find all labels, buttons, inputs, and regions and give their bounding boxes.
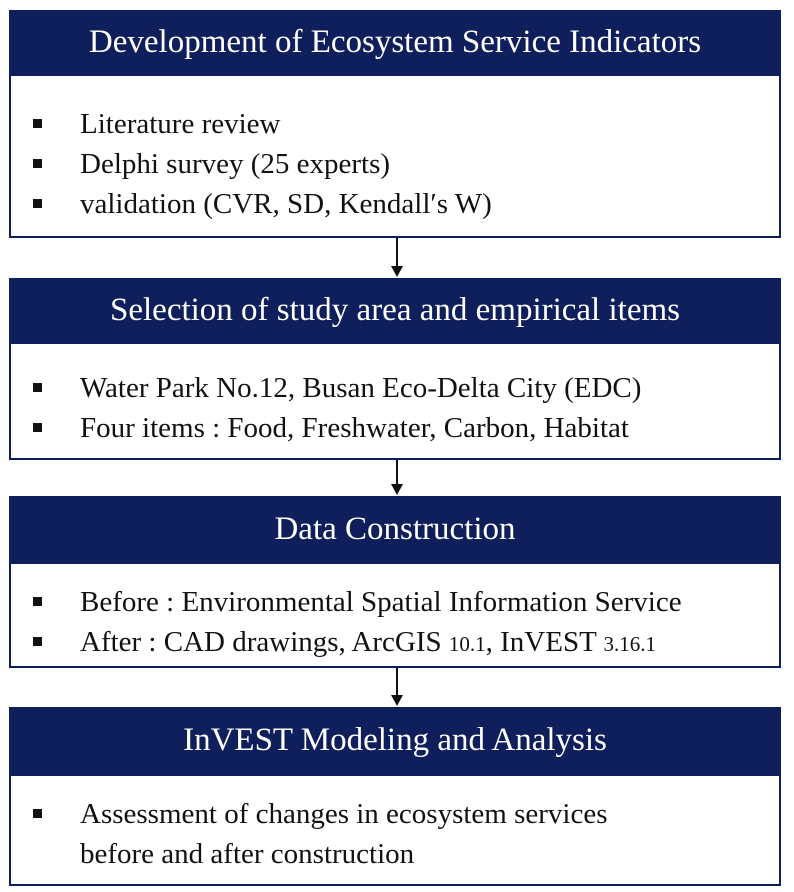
stage-4-list xyxy=(11,776,779,884)
stage-2-header xyxy=(9,278,781,342)
stage-1-list xyxy=(11,76,779,236)
stage-2-box xyxy=(9,342,781,460)
list-item: Delphi survey (25 experts) xyxy=(11,144,779,184)
stage-1-box xyxy=(9,74,781,238)
arrow-down-icon xyxy=(391,695,403,706)
list-item: Water Park No.12, Busan Eco-Delta City (EDC) xyxy=(11,368,779,408)
list-item: After : CAD drawings, ArcGIS 10.1, InVEST 3.16.1 xyxy=(11,622,779,662)
list-item: Literature review xyxy=(11,104,779,144)
stage-2-title: Selection of study area and empirical items xyxy=(110,291,680,328)
stage-3-list xyxy=(11,564,779,666)
stage-1-header xyxy=(9,10,781,74)
stage-2-list xyxy=(11,344,779,458)
stage-3-box xyxy=(9,562,781,668)
bullet-square-icon xyxy=(33,597,42,606)
stage-4-header xyxy=(9,707,781,774)
stage-3-title: Data Construction xyxy=(274,510,516,547)
flow-arrow-1-line xyxy=(396,238,398,267)
list-item: Before : Environmental Spatial Information Service xyxy=(11,582,779,622)
bullet-square-icon xyxy=(33,199,42,208)
list-item: Assessment of changes in ecosystem services xyxy=(11,794,779,834)
bullet-square-icon xyxy=(33,637,42,646)
stage-4-title: InVEST Modeling and Analysis xyxy=(183,722,607,758)
bullet-square-icon xyxy=(33,159,42,168)
bullet-square-icon xyxy=(33,383,42,392)
list-item: validation (CVR, SD, Kendall′s W) xyxy=(11,184,779,224)
list-item: Four items : Food, Freshwater, Carbon, Habitat xyxy=(11,408,779,448)
stage-4-box xyxy=(9,774,781,886)
stage-1-title: Development of Ecosystem Service Indicators xyxy=(88,23,702,60)
arrow-down-icon xyxy=(391,266,403,277)
arrow-down-icon xyxy=(391,484,403,495)
bullet-square-icon xyxy=(33,423,42,432)
flow-arrow-2-line xyxy=(396,460,398,485)
flow-arrow-3-line xyxy=(396,668,398,696)
bullet-square-icon xyxy=(33,809,42,818)
list-item-continuation: before and after construction xyxy=(80,838,415,870)
bullet-square-icon xyxy=(33,119,42,128)
stage-3-header xyxy=(9,496,781,562)
